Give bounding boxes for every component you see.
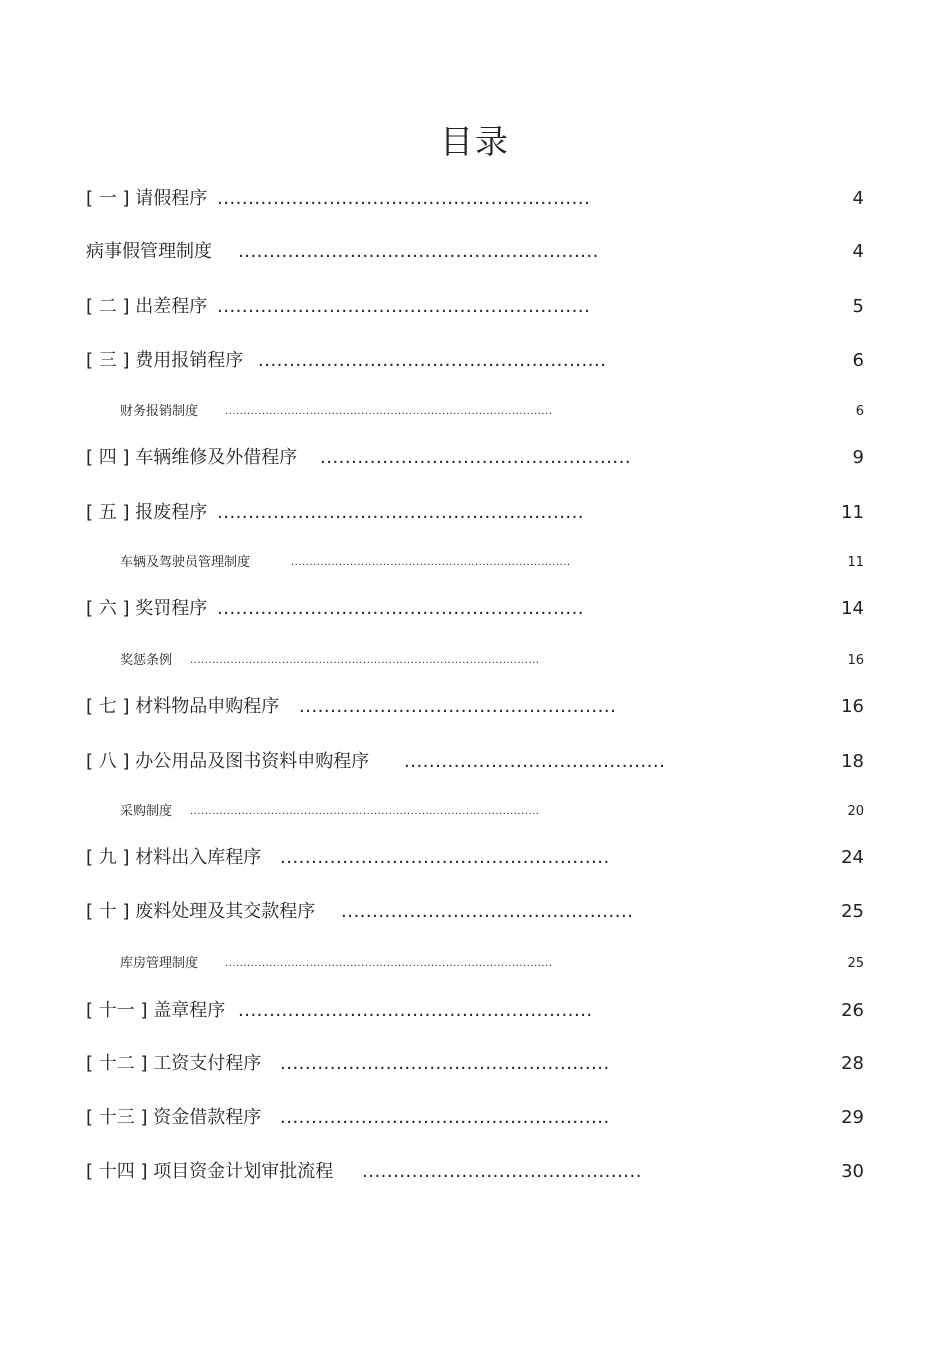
toc-page-number: 6: [855, 404, 864, 419]
toc-entry-label: [ 十一 ] 盖章程序: [86, 1000, 226, 1021]
toc-leader-dots: ..........................................................: [238, 241, 599, 262]
toc-subentry[interactable]: [0, 651, 950, 675]
toc-leader-dots: .........................................................: [238, 1000, 593, 1021]
toc-page-number: 16: [847, 653, 864, 668]
toc-leader-dots: .............................................: [362, 1161, 642, 1182]
toc-leader-dots: ..........................................: [404, 751, 666, 772]
toc-entry[interactable]: [0, 750, 950, 774]
toc-entry-label: 奖惩条例: [120, 653, 173, 668]
toc-entry-label: 病事假管理制度: [86, 241, 212, 262]
toc-leader-dots: ...............................................................................................: [190, 655, 540, 666]
toc-entry-label: [ 三 ] 费用报销程序: [86, 350, 244, 371]
toc-entry[interactable]: [0, 349, 950, 373]
toc-entry[interactable]: [0, 240, 950, 264]
toc-entry-label: 库房管理制度: [120, 956, 199, 971]
toc-page-number: 24: [841, 847, 864, 868]
toc-entry-label: [ 十 ] 废料处理及其交款程序: [86, 901, 316, 922]
toc-entry[interactable]: [0, 1106, 950, 1130]
toc-leader-dots: ............................................................: [217, 188, 591, 209]
toc-subentry[interactable]: [0, 954, 950, 978]
toc-entry-label: 车辆及驾驶员管理制度: [120, 555, 251, 570]
toc-page-number: 26: [841, 1000, 864, 1021]
toc-entry-label: 采购制度: [120, 804, 173, 819]
toc-entry[interactable]: [0, 597, 950, 621]
toc-entry-label: [ 六 ] 奖罚程序: [86, 598, 208, 619]
toc-leader-dots: .....................................................: [280, 1107, 610, 1128]
toc-page-number: 20: [847, 804, 864, 819]
toc-page-number: 18: [841, 751, 864, 772]
toc-entry[interactable]: [0, 900, 950, 924]
toc-page-number: 25: [841, 901, 864, 922]
toc-page-number: 11: [841, 502, 864, 523]
toc-page-number: 28: [841, 1053, 864, 1074]
toc-page-number: 4: [852, 188, 864, 209]
toc-entry[interactable]: [0, 1052, 950, 1076]
toc-page-number: 29: [841, 1107, 864, 1128]
toc-page-number: 4: [852, 241, 864, 262]
toc-leader-dots: ..................................................: [320, 447, 632, 468]
toc-entry-label: [ 九 ] 材料出入库程序: [86, 847, 262, 868]
toc-page-number: 11: [847, 555, 864, 570]
toc-page-number: 16: [841, 696, 864, 717]
toc-entry[interactable]: [0, 446, 950, 470]
toc-page-number: 25: [847, 956, 864, 971]
toc-page-number: 6: [852, 350, 864, 371]
toc-leader-dots: .....................................................: [280, 1053, 610, 1074]
toc-entry-label: [ 二 ] 出差程序: [86, 296, 208, 317]
toc-entry-label: [ 五 ] 报废程序: [86, 502, 208, 523]
toc-leader-dots: .....................................................: [280, 847, 610, 868]
toc-subentry[interactable]: [0, 802, 950, 826]
toc-entry[interactable]: [0, 295, 950, 319]
toc-entry[interactable]: [0, 846, 950, 870]
toc-entry-label: [ 一 ] 请假程序: [86, 188, 208, 209]
toc-entry-label: [ 七 ] 材料物品申购程序: [86, 696, 280, 717]
toc-page-number: 30: [841, 1161, 864, 1182]
toc-leader-dots: .........................................................................................: [225, 406, 553, 417]
toc-page-number: 5: [852, 296, 864, 317]
toc-leader-dots: ...............................................: [341, 901, 634, 922]
page-title: 目录: [440, 122, 510, 161]
toc-entry-label: 财务报销制度: [120, 404, 199, 419]
toc-entry[interactable]: [0, 999, 950, 1023]
toc-entry[interactable]: [0, 695, 950, 719]
toc-leader-dots: ...............................................................................................: [190, 806, 540, 817]
toc-subentry[interactable]: [0, 553, 950, 577]
toc-leader-dots: ............................................................: [217, 296, 591, 317]
toc-entry-label: [ 十四 ] 项目资金计划审批流程: [86, 1161, 334, 1182]
toc-entry-label: [ 四 ] 车辆维修及外借程序: [86, 447, 298, 468]
toc-leader-dots: ...........................................................: [217, 502, 585, 523]
toc-leader-dots: ........................................................: [258, 350, 607, 371]
toc-page-number: 14: [841, 598, 864, 619]
toc-leader-dots: .........................................................................................: [225, 958, 553, 969]
toc-entry[interactable]: [0, 501, 950, 525]
toc-leader-dots: ...................................................: [299, 696, 617, 717]
toc-page-number: 9: [852, 447, 864, 468]
toc-entry[interactable]: [0, 187, 950, 211]
toc-entry-label: [ 八 ] 办公用品及图书资料申购程序: [86, 751, 370, 772]
toc-leader-dots: ............................................................................: [291, 557, 571, 568]
toc-entry[interactable]: [0, 1160, 950, 1184]
toc-entry-label: [ 十二 ] 工资支付程序: [86, 1053, 262, 1074]
toc-entry-label: [ 十三 ] 资金借款程序: [86, 1107, 262, 1128]
toc-subentry[interactable]: [0, 402, 950, 426]
toc-leader-dots: ...........................................................: [217, 598, 585, 619]
